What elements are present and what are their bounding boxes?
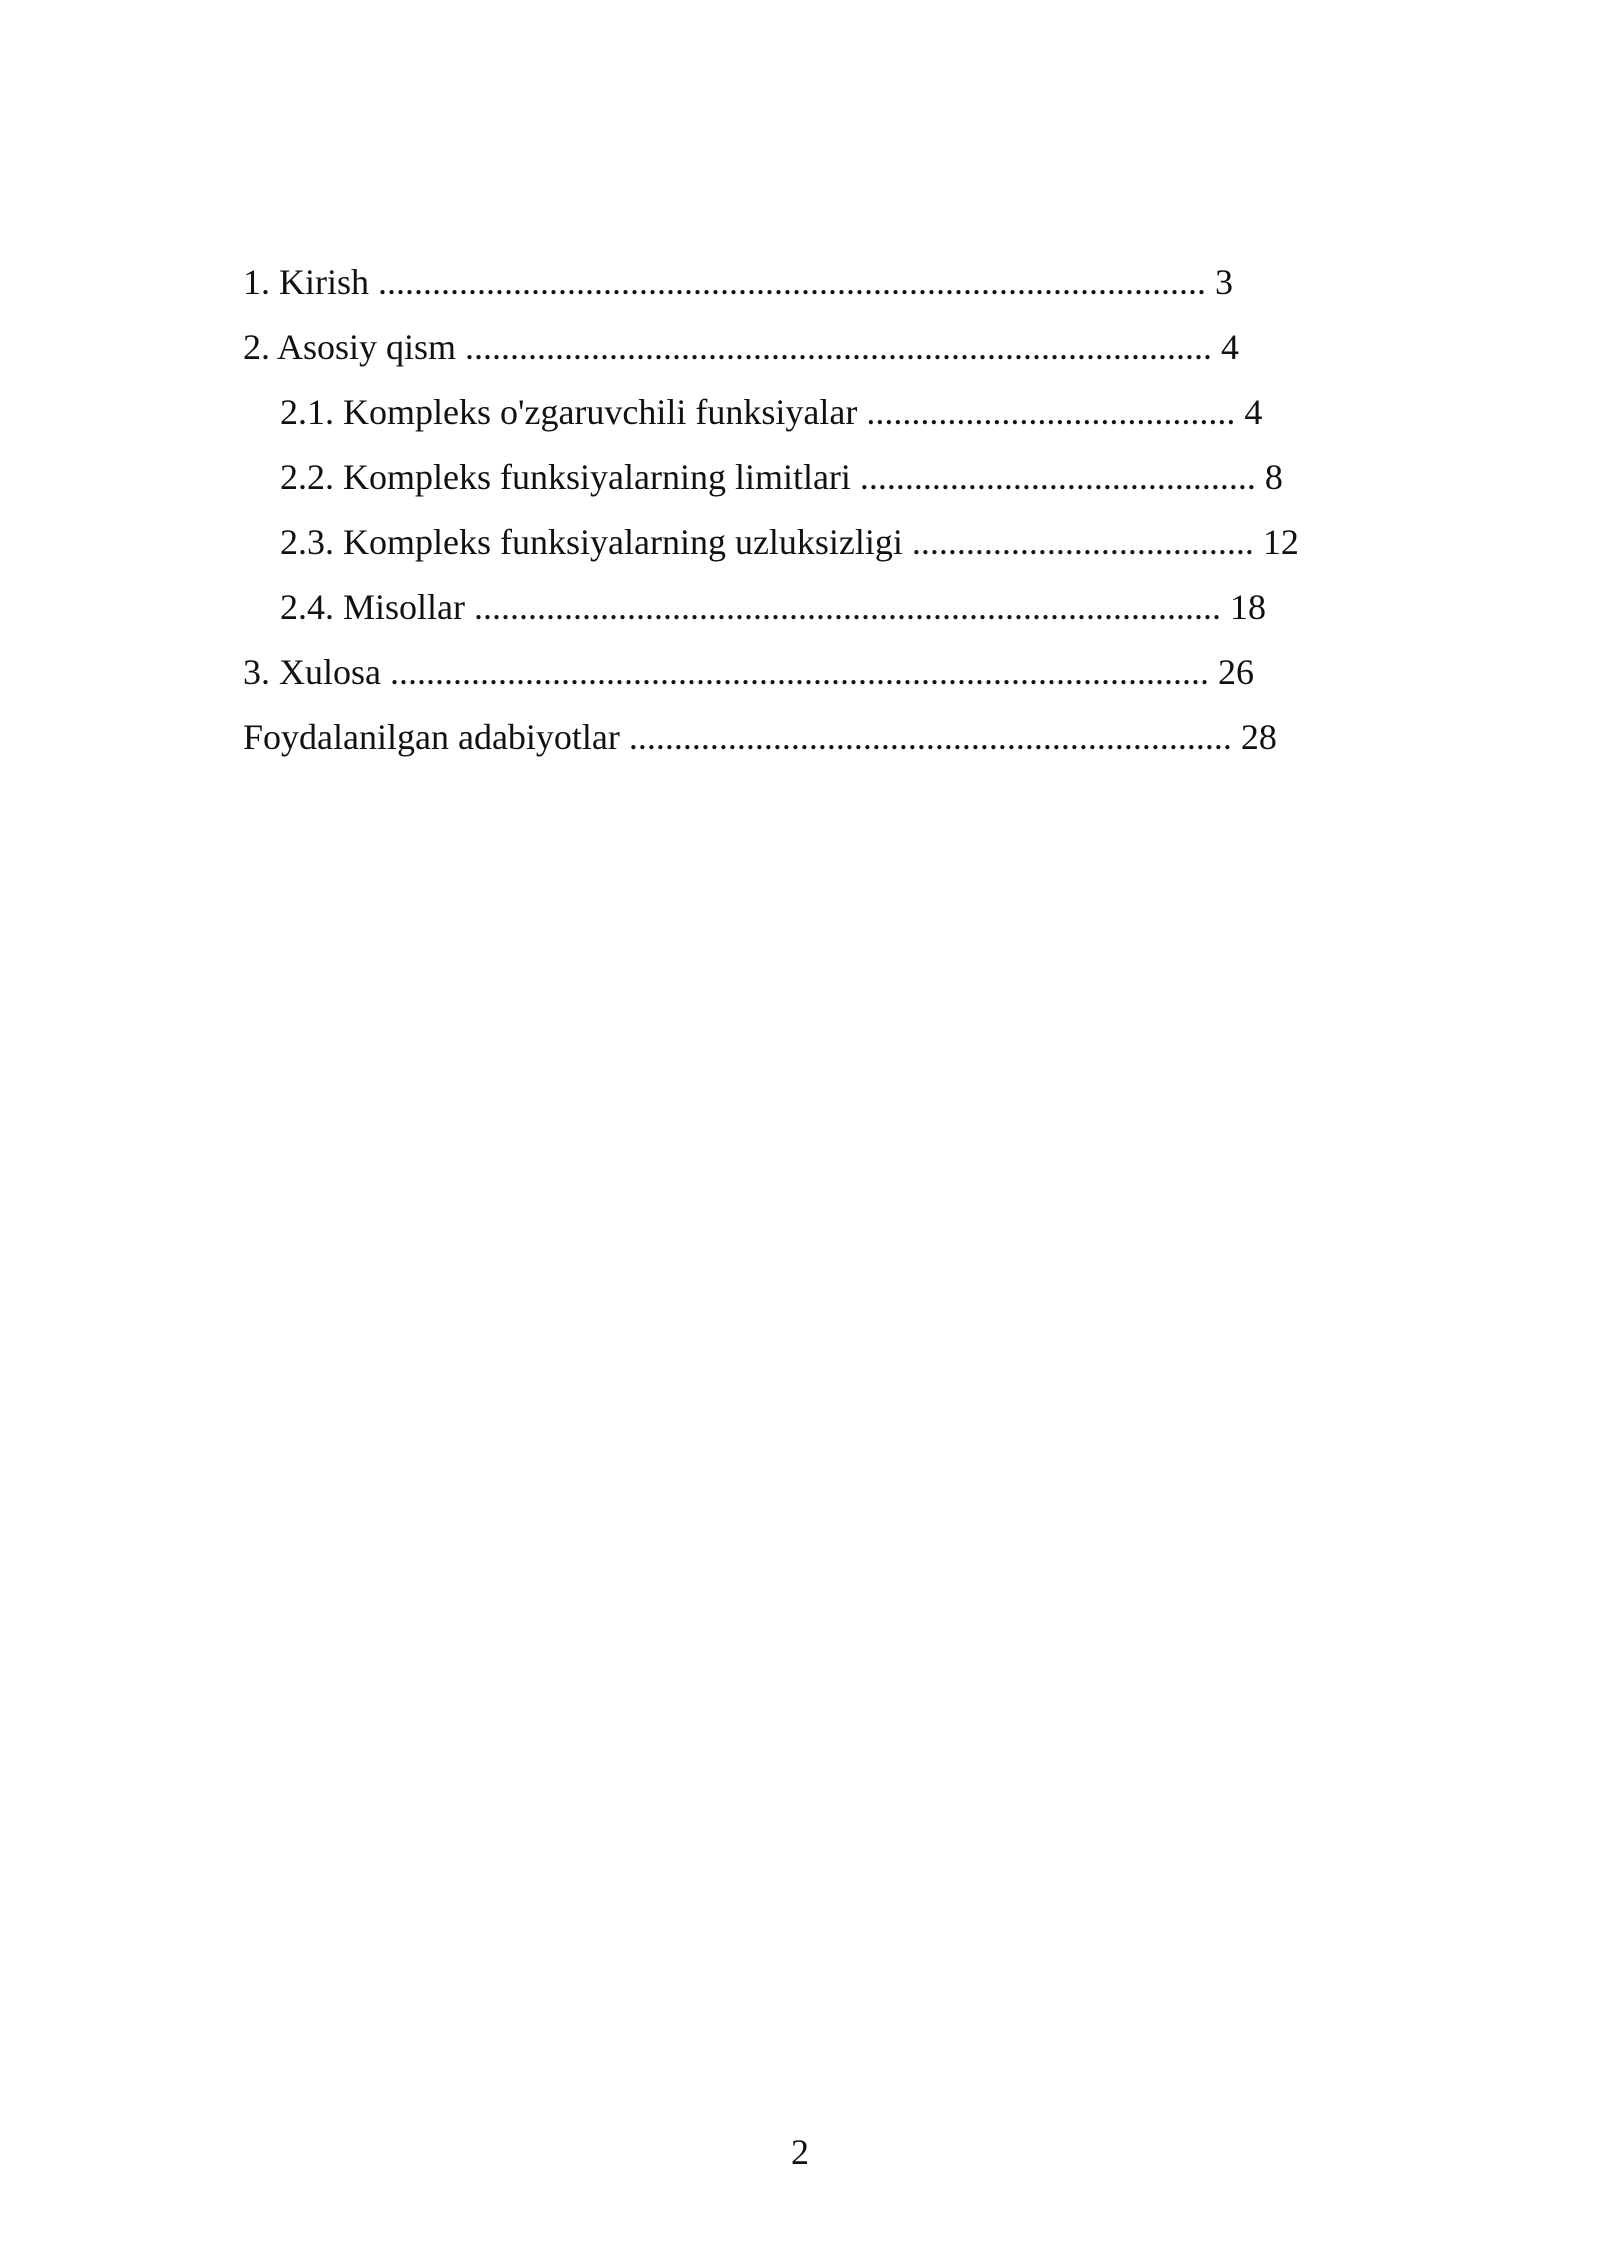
toc-entry-asosiy-qism[interactable]: 2. Asosiy qism ................................................................................... 4	[243, 327, 1240, 367]
page-number: 2	[791, 2132, 809, 2172]
table-of-contents	[0, 0, 1600, 800]
toc-entry-2-2[interactable]: 2.2. Kompleks funksiyalarning limitlari ............................................ 8	[280, 457, 1283, 497]
toc-entry-adabiyotlar[interactable]: Foydalanilgan adabiyotlar ................................................................... 28	[243, 717, 1277, 757]
toc-entry-2-4[interactable]: 2.4. Misollar ................................................................................... 18	[280, 587, 1266, 627]
toc-entry-2-1[interactable]: 2.1. Kompleks o'zgaruvchili funksiyalar ......................................... 4	[280, 392, 1263, 432]
toc-entry-kirish[interactable]: 1. Kirish ............................................................................................ 3	[243, 262, 1233, 302]
toc-entry-2-3[interactable]: 2.3. Kompleks funksiyalarning uzluksizligi ...................................... 12	[280, 522, 1299, 562]
toc-entry-xulosa[interactable]: 3. Xulosa ........................................................................................... 26	[243, 652, 1254, 692]
